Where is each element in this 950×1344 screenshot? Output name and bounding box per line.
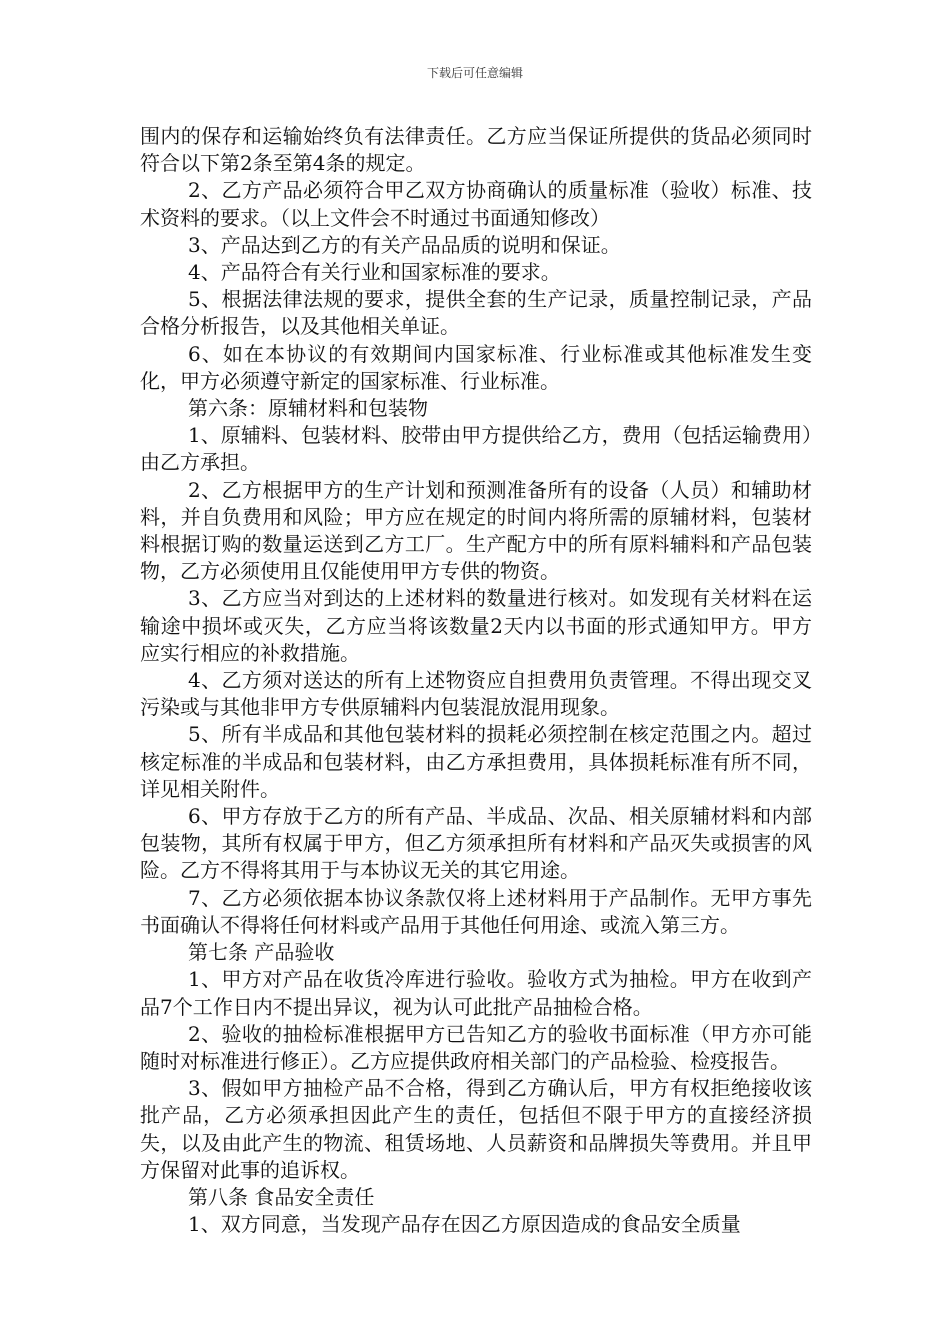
paragraph: 1、原辅料、包装材料、胶带由甲方提供给乙方，费用（包括运输费用）由乙方承担。 — [140, 423, 812, 475]
page-header: 下载后可任意编辑 — [426, 66, 523, 80]
paragraph: 6、甲方存放于乙方的所有产品、半成品、次品、相关原辅材料和内部包装物，其所有权属于甲方，但乙方须承担所有材料和产品灭失或损害的风险。乙方不得将其用于与本协议无关的其它用途。 — [140, 804, 812, 883]
paragraph: 7、乙方必须依据本协议条款仅将上述材料用于产品制作。无甲方事先书面确认不得将任何材料或产品用于其他任何用途、或流入第三方。 — [140, 885, 812, 937]
section-heading: 第七条 产品验收 — [188, 940, 335, 965]
paragraph: 5、所有半成品和其他包装材料的损耗必须控制在核定范围之内。超过核定标准的半成品和包装材料，由乙方承担费用，具体损耗标准有所不同，详见相关附件。 — [140, 722, 812, 801]
document-body — [140, 123, 812, 1238]
paragraph: 1、甲方对产品在收货冷库进行验收。验收方式为抽检。甲方在收到产品7个工作日内不提出异议，视为认可此批产品抽检合格。 — [140, 967, 812, 1019]
paragraph: 2、验收的抽检标准根据甲方已告知乙方的验收书面标准（甲方亦可能随时对标准进行修正）。乙方应提供政府相关部门的产品检验、检疫报告。 — [140, 1021, 812, 1073]
paragraph: 4、乙方须对送达的所有上述物资应自担费用负责管理。不得出现交叉污染或与其他非甲方专供原辅料内包装混放混用现象。 — [140, 668, 812, 720]
section-heading: 第八条 食品安全责任 — [188, 1184, 375, 1209]
paragraph: 5、根据法律法规的要求，提供全套的生产记录，质量控制记录，产品合格分析报告，以及其他相关单证。 — [140, 287, 812, 339]
paragraph: 围内的保存和运输始终负有法律责任。乙方应当保证所提供的货品必须同时符合以下第2条至第4条的规定。 — [140, 124, 812, 176]
paragraph: 2、乙方根据甲方的生产计划和预测准备所有的设备（人员）和辅助材料，并自负费用和风险；甲方应在规定的时间内将所需的原辅材料，包装材料根据订购的数量运送到乙方工厂。生产配方中的所有原料辅料和产品包装物，乙方必须使用且仅能使用甲方专供的物资。 — [140, 477, 812, 584]
paragraph: 2、乙方产品必须符合甲乙双方协商确认的质量标准（验收）标准、技术资料的要求。（以上文件会不时通过书面通知修改） — [140, 178, 812, 230]
paragraph: 6、如在本协议的有效期间内国家标准、行业标准或其他标准发生变化，甲方必须遵守新定的国家标准、行业标准。 — [140, 341, 812, 393]
paragraph: 3、假如甲方抽检产品不合格，得到乙方确认后，甲方有权拒绝接收该批产品，乙方必须承担因此产生的责任，包括但不限于甲方的直接经济损失，以及由此产生的物流、租赁场地、人员薪资和品牌损失等费用。并且甲方保留对此事的追诉权。 — [140, 1076, 812, 1182]
section-heading: 第六条：原辅材料和包装物 — [188, 396, 428, 421]
paragraph: 1、双方同意，当发现产品存在因乙方原因造成的食品安全质量 — [188, 1212, 741, 1237]
paragraph: 4、产品符合有关行业和国家标准的要求。 — [188, 260, 561, 285]
paragraph: 3、产品达到乙方的有关产品品质的说明和保证。 — [188, 232, 621, 257]
paragraph: 3、乙方应当对到达的上述材料的数量进行核对。如发现有关材料在运输途中损坏或灭失，乙方应当将该数量2天内以书面的形式通知甲方。甲方应实行相应的补救措施。 — [140, 586, 812, 665]
